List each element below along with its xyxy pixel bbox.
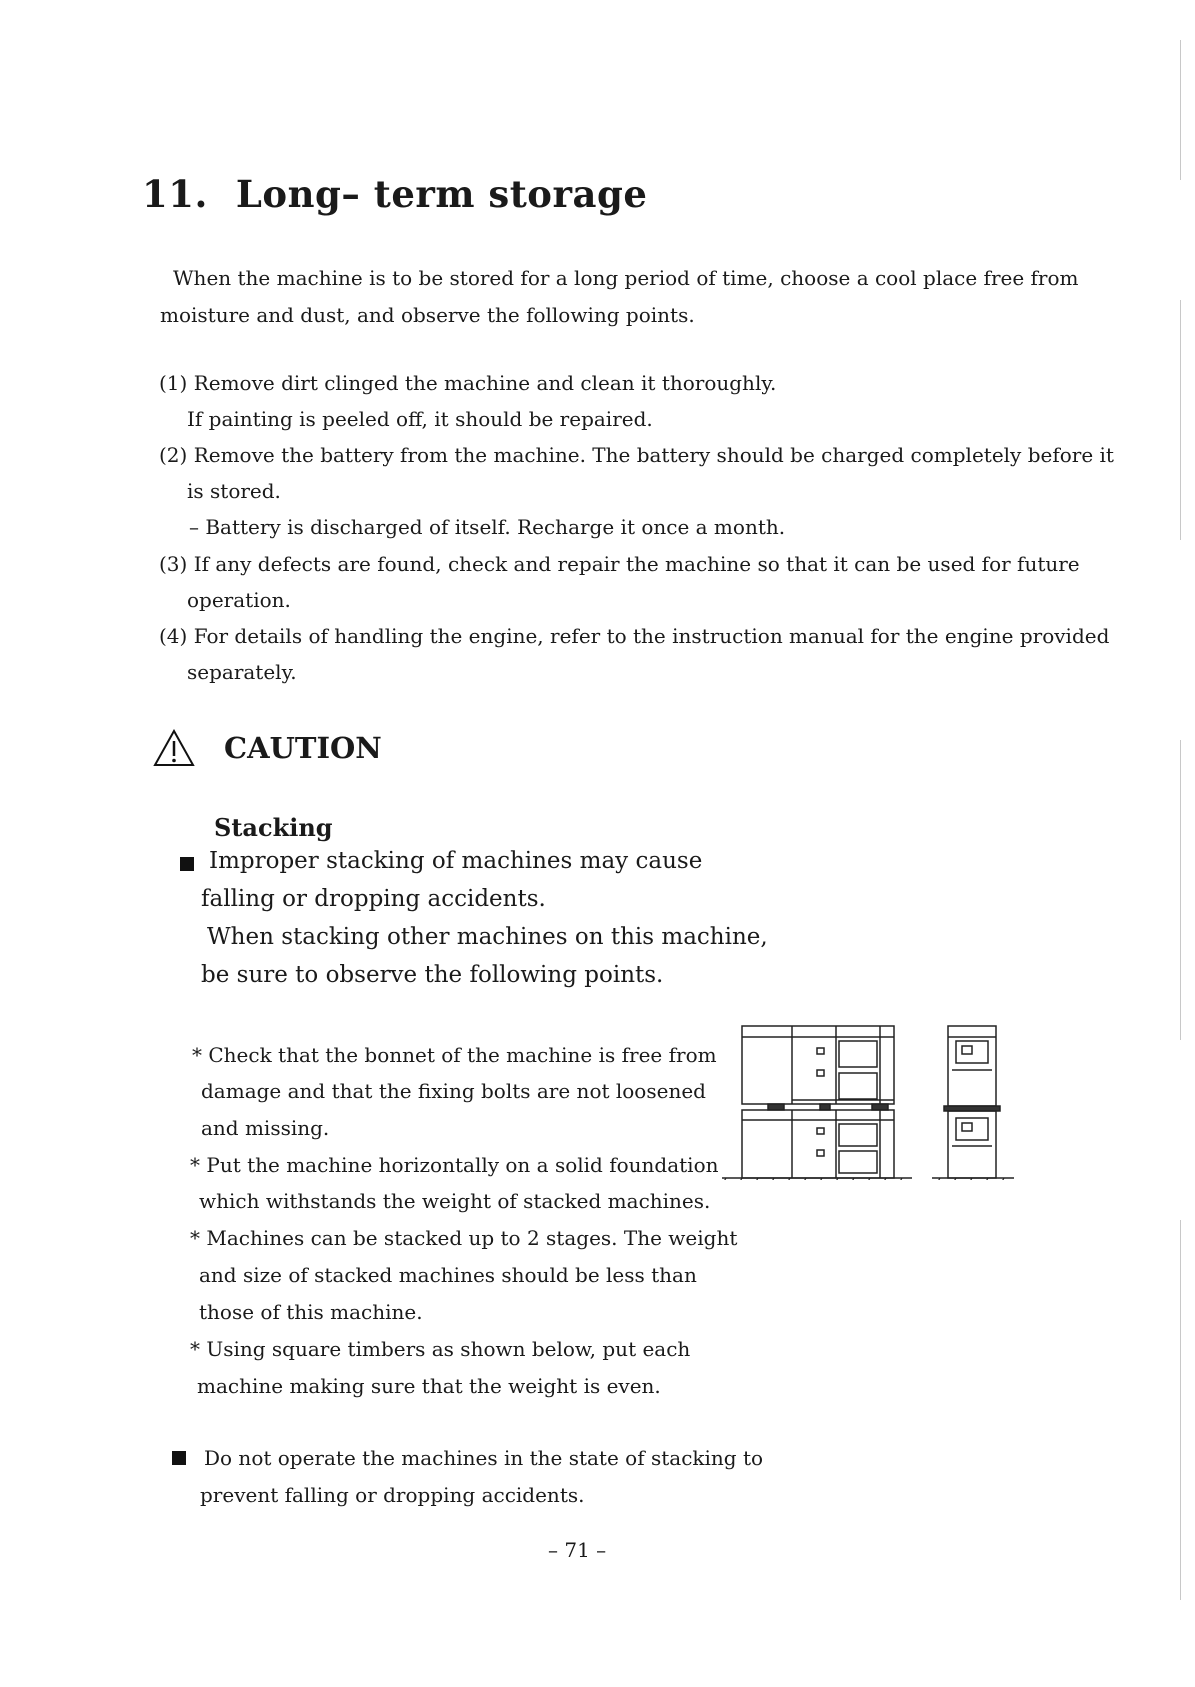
star-4-line-2: machine making sure that the weight is even. <box>197 1374 661 1398</box>
item-3-line-2: operation. <box>187 588 291 612</box>
stacked-machine-bottom-side <box>742 1110 894 1178</box>
section-number: 11. <box>142 172 208 216</box>
star-1-line-3: and missing. <box>201 1116 330 1140</box>
star-4-line-1: * Using square timbers as shown below, put each <box>190 1337 691 1361</box>
item-2-line-2: is stored. <box>187 479 281 503</box>
scan-edge-mark <box>1180 300 1181 540</box>
item-2-line-1: (2) Remove the battery from the machine. The battery should be charged completely before it <box>159 443 1114 467</box>
stacked-machine-top-side <box>742 1026 894 1104</box>
star-2-line-1: * Put the machine horizontally on a solid foundation <box>190 1153 719 1177</box>
item-2-note: – Battery is discharged of itself. Recharge it once a month. <box>189 515 786 539</box>
stacking-subtitle: Stacking <box>214 813 333 842</box>
stacking-diagram <box>712 1010 1042 1180</box>
star-3-line-3: those of this machine. <box>199 1300 423 1324</box>
star-1-line-2: damage and that the fixing bolts are not loosened <box>201 1079 706 1103</box>
page-number: – 71 – <box>548 1538 607 1562</box>
bullet-1-line-4: be sure to observe the following points. <box>201 962 664 988</box>
item-1-line-1: (1) Remove dirt clinged the machine and clean it thoroughly. <box>159 371 777 395</box>
scan-edge-mark <box>1180 40 1181 180</box>
item-3-line-1: (3) If any defects are found, check and repair the machine so that it can be used for future <box>159 552 1080 576</box>
item-4-line-1: (4) For details of handling the engine, refer to the instruction manual for the engine provided <box>159 624 1110 648</box>
bullet-square-icon <box>180 857 194 871</box>
bullet-2-line-1: Do not operate the machines in the state of stacking to <box>204 1446 764 1470</box>
bullet-1-line-3: When stacking other machines on this machine, <box>207 924 768 950</box>
bullet-2-line-2: prevent falling or dropping accidents. <box>200 1483 585 1507</box>
scan-edge-mark <box>1180 740 1181 1040</box>
section-title-text: Long– term storage <box>235 172 648 216</box>
intro-line-1: When the machine is to be stored for a long period of time, choose a cool place free from <box>173 266 1079 290</box>
bullet-square-icon <box>172 1451 186 1465</box>
bullet-1-line-2: falling or dropping accidents. <box>201 886 546 912</box>
caution-label: CAUTION <box>224 731 382 765</box>
star-2-line-2: which withstands the weight of stacked machines. <box>199 1189 711 1213</box>
star-3-line-2: and size of stacked machines should be less than <box>199 1263 697 1287</box>
bullet-1-line-1: Improper stacking of machines may cause <box>209 848 703 874</box>
stacked-machine-end-view <box>944 1026 1000 1178</box>
item-4-line-2: separately. <box>187 660 297 684</box>
warning-triangle-icon <box>153 729 195 767</box>
star-1-line-1: * Check that the bonnet of the machine is free from <box>192 1043 717 1067</box>
section-title <box>142 172 647 216</box>
intro-line-2: moisture and dust, and observe the following points. <box>160 303 695 327</box>
item-1-line-2: If painting is peeled off, it should be repaired. <box>187 407 653 431</box>
star-3-line-1: * Machines can be stacked up to 2 stages. The weight <box>190 1226 738 1250</box>
scan-edge-mark <box>1180 1220 1181 1600</box>
